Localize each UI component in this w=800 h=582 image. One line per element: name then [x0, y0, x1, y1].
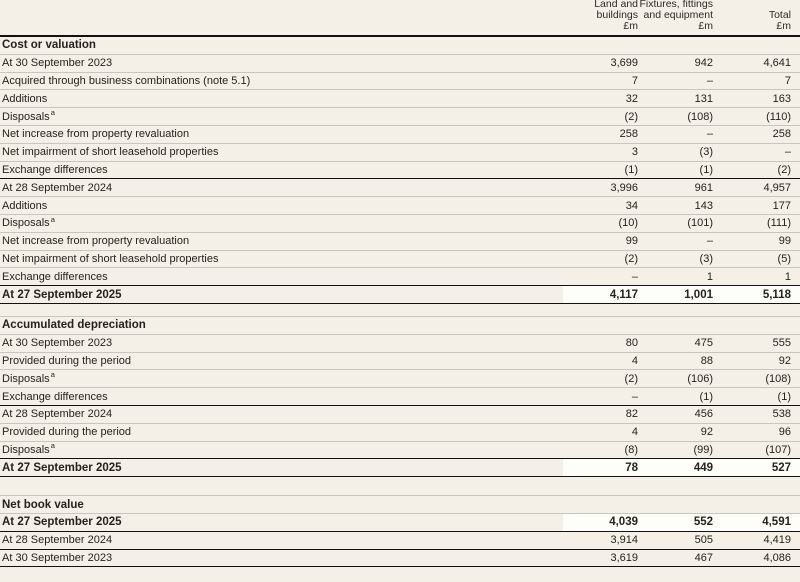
table-row: [0, 459, 800, 477]
section-title: Accumulated depreciation: [2, 319, 146, 332]
cell-land-and-buildings: (2): [624, 110, 638, 123]
table-row: [0, 179, 800, 197]
cell-fixtures-fittings-and-equipment: (106): [687, 372, 713, 385]
cell-fixtures-fittings-and-equipment: 1,001: [684, 288, 713, 301]
section-title: Cost or valuation: [2, 39, 96, 52]
footnote-marker: a: [50, 214, 55, 224]
row-values: [563, 126, 800, 143]
table-row: [0, 268, 800, 286]
cell-total: 92: [778, 354, 791, 367]
row-values: [563, 286, 800, 303]
row-values: [563, 370, 800, 387]
cell-total: (108): [765, 372, 791, 385]
section-net-book-value: [0, 495, 800, 567]
section-title: Net book value: [2, 498, 84, 511]
column-header-land-and-buildings: [563, 0, 638, 32]
row-label: Disposals$^a$: [2, 441, 55, 456]
cell-land-and-buildings: –: [631, 270, 638, 283]
cell-fixtures-fittings-and-equipment: 942: [694, 57, 713, 70]
cell-land-and-buildings: 3,619: [610, 551, 638, 564]
table-row: [0, 442, 800, 460]
cell-total: 177: [772, 199, 791, 212]
cell-total: (107): [765, 443, 791, 456]
cell-total: 555: [772, 337, 791, 350]
row-label: Exchange differences: [2, 163, 108, 176]
row-values: [563, 179, 800, 196]
row-label: Additions: [2, 92, 48, 105]
cell-land-and-buildings: (8): [624, 443, 638, 456]
cell-total: 5,118: [762, 288, 791, 301]
section-title-row: [0, 496, 800, 514]
column-header-line: buildings: [596, 9, 638, 21]
row-values: [563, 233, 800, 250]
cell-total: 163: [772, 92, 791, 105]
row-values: [563, 162, 800, 179]
row-label: At 28 September 2024: [2, 181, 113, 194]
cell-fixtures-fittings-and-equipment: 552: [693, 516, 713, 529]
row-label: Net impairment of short leasehold properties: [2, 146, 219, 159]
cell-fixtures-fittings-and-equipment: 88: [700, 354, 713, 367]
row-label: At 27 September 2025: [2, 461, 122, 474]
cell-fixtures-fittings-and-equipment: 475: [694, 337, 713, 350]
row-values: [563, 215, 800, 232]
cell-land-and-buildings: 99: [625, 235, 638, 248]
row-label: At 28 September 2024: [2, 408, 113, 421]
cell-land-and-buildings: 4: [631, 426, 638, 439]
row-values: [563, 73, 800, 90]
cell-land-and-buildings: 82: [625, 408, 638, 421]
cell-land-and-buildings: 32: [625, 92, 638, 105]
table-row: [0, 144, 800, 162]
cell-fixtures-fittings-and-equipment: –: [706, 74, 713, 87]
cell-land-and-buildings: 80: [625, 337, 638, 350]
row-values: [563, 550, 800, 567]
row-values: [563, 459, 800, 476]
column-header-unit: £m: [623, 20, 638, 32]
row-values: [563, 197, 800, 214]
table-row: [0, 514, 800, 532]
row-label: Disposals$^a$: [2, 107, 55, 123]
column-header-fixtures-fittings-and-equipment: [638, 0, 713, 32]
cell-fixtures-fittings-and-equipment: (3): [699, 252, 713, 265]
table-row: [0, 126, 800, 144]
cell-fixtures-fittings-and-equipment: 505: [694, 534, 713, 547]
row-values: [563, 388, 800, 405]
cell-total: –: [784, 146, 791, 159]
row-label: At 28 September 2024: [2, 534, 113, 547]
row-label: Disposals$^a$: [2, 214, 55, 230]
cell-fixtures-fittings-and-equipment: 961: [694, 181, 713, 194]
table-row: [0, 370, 800, 388]
table-row: [0, 55, 800, 73]
cell-fixtures-fittings-and-equipment: (1): [699, 390, 713, 403]
row-values: [563, 532, 800, 549]
column-header-total: [713, 0, 800, 32]
row-values: [563, 55, 800, 72]
table-row: [0, 90, 800, 108]
row-label: Net impairment of short leasehold properties: [2, 252, 219, 265]
row-label: Provided during the period: [2, 426, 132, 439]
cell-land-and-buildings: (10): [618, 217, 638, 230]
cell-fixtures-fittings-and-equipment: –: [706, 128, 713, 141]
cell-land-and-buildings: (2): [624, 372, 638, 385]
section-title-row: [0, 37, 800, 55]
footnote-marker: a: [50, 370, 55, 380]
column-header-unit: £m: [698, 20, 713, 32]
table-row: [0, 388, 800, 406]
row-values: [563, 442, 800, 459]
table-row: [0, 424, 800, 442]
cell-land-and-buildings: 258: [619, 128, 638, 141]
table-header: [0, 0, 800, 37]
cell-land-and-buildings: 78: [625, 461, 638, 474]
row-label: Acquired through business combinations (note 5.1): [2, 74, 251, 87]
cell-total: (2): [777, 163, 791, 176]
section-title-row: [0, 317, 800, 335]
cell-fixtures-fittings-and-equipment: 143: [694, 199, 713, 212]
table-row: [0, 215, 800, 233]
row-label: Net increase from property revaluation: [2, 235, 190, 248]
cell-total: 96: [778, 426, 791, 439]
cell-total: 538: [772, 408, 791, 421]
table-row: [0, 406, 800, 424]
row-label: At 30 September 2023: [2, 551, 113, 564]
cell-land-and-buildings: –: [631, 390, 638, 403]
table-row: [0, 550, 800, 568]
cell-fixtures-fittings-and-equipment: 92: [700, 426, 713, 439]
row-label: At 30 September 2023: [2, 337, 113, 350]
row-label: Provided during the period: [2, 354, 132, 367]
table-row: [0, 197, 800, 215]
column-header-line: Fixtures, fittings: [639, 0, 713, 10]
cell-total: 258: [772, 128, 791, 141]
cell-fixtures-fittings-and-equipment: 449: [693, 461, 713, 474]
row-label: At 27 September 2025: [2, 516, 122, 529]
footnote-marker: a: [50, 107, 55, 117]
cell-total: 4,419: [763, 534, 791, 547]
cell-land-and-buildings: (2): [624, 252, 638, 265]
table-row: [0, 335, 800, 353]
cell-fixtures-fittings-and-equipment: 467: [694, 551, 713, 564]
cell-fixtures-fittings-and-equipment: 456: [694, 408, 713, 421]
column-header-line: Total: [768, 9, 791, 21]
cell-fixtures-fittings-and-equipment: (99): [693, 443, 713, 456]
cell-total: 4,641: [763, 57, 791, 70]
cell-total: (5): [777, 252, 791, 265]
cell-fixtures-fittings-and-equipment: (1): [699, 163, 713, 176]
row-label: Exchange differences: [2, 270, 108, 283]
row-label: At 30 September 2023: [2, 57, 113, 70]
row-values: [563, 424, 800, 441]
cell-total: 1: [784, 270, 791, 283]
column-header-unit: £m: [776, 20, 791, 32]
row-label: Additions: [2, 199, 48, 212]
cell-total: (111): [766, 217, 791, 230]
row-label: Exchange differences: [2, 390, 108, 403]
cell-total: 99: [778, 235, 791, 248]
table-row: [0, 162, 800, 180]
row-values: [563, 353, 800, 370]
cell-total: 4,957: [763, 181, 791, 194]
cell-land-and-buildings: 3,996: [610, 181, 638, 194]
cell-fixtures-fittings-and-equipment: 131: [694, 92, 713, 105]
section-accumulated-depreciation: [0, 316, 800, 477]
cell-land-and-buildings: 3,914: [610, 534, 638, 547]
row-values: [563, 335, 800, 352]
row-values: [563, 144, 800, 161]
row-label: At 27 September 2025: [2, 288, 122, 301]
cell-total: (1): [777, 390, 791, 403]
cell-fixtures-fittings-and-equipment: (101): [687, 217, 713, 230]
cell-land-and-buildings: 34: [625, 199, 638, 212]
cell-total: 527: [771, 461, 791, 474]
table-row: [0, 108, 800, 126]
column-header-line: Land and: [594, 0, 638, 10]
table-row: [0, 286, 800, 304]
cell-land-and-buildings: 3,699: [610, 57, 638, 70]
cell-total: 4,086: [763, 551, 791, 564]
row-values: [563, 251, 800, 268]
row-values: [563, 406, 800, 423]
table-row: [0, 251, 800, 269]
cell-land-and-buildings: 4,117: [609, 288, 638, 301]
row-label: Disposals$^a$: [2, 370, 55, 385]
cell-fixtures-fittings-and-equipment: (3): [699, 146, 713, 159]
table-row: [0, 233, 800, 251]
row-values: [563, 514, 800, 531]
cell-land-and-buildings: (1): [624, 163, 638, 176]
table-row: [0, 532, 800, 550]
cell-fixtures-fittings-and-equipment: 1: [706, 270, 713, 283]
table-body: [0, 37, 800, 567]
cell-land-and-buildings: 4: [631, 354, 638, 367]
row-values: [563, 108, 800, 125]
cell-total: 4,591: [762, 516, 791, 529]
cell-fixtures-fittings-and-equipment: –: [706, 235, 713, 248]
cell-land-and-buildings: 4,039: [609, 516, 638, 529]
cell-total: 7: [784, 74, 791, 87]
table-row: [0, 73, 800, 91]
row-label: Net increase from property revaluation: [2, 128, 190, 141]
cell-land-and-buildings: 3: [631, 146, 638, 159]
row-values: [563, 268, 800, 285]
cell-land-and-buildings: 7: [631, 74, 638, 87]
section-cost-or-valuation: [0, 37, 800, 304]
cell-fixtures-fittings-and-equipment: (108): [687, 110, 713, 123]
row-values: [563, 90, 800, 107]
table-row: [0, 353, 800, 371]
footnote-marker: a: [50, 441, 55, 451]
column-header-line: and equipment: [643, 9, 713, 21]
cell-total: (110): [766, 110, 791, 123]
